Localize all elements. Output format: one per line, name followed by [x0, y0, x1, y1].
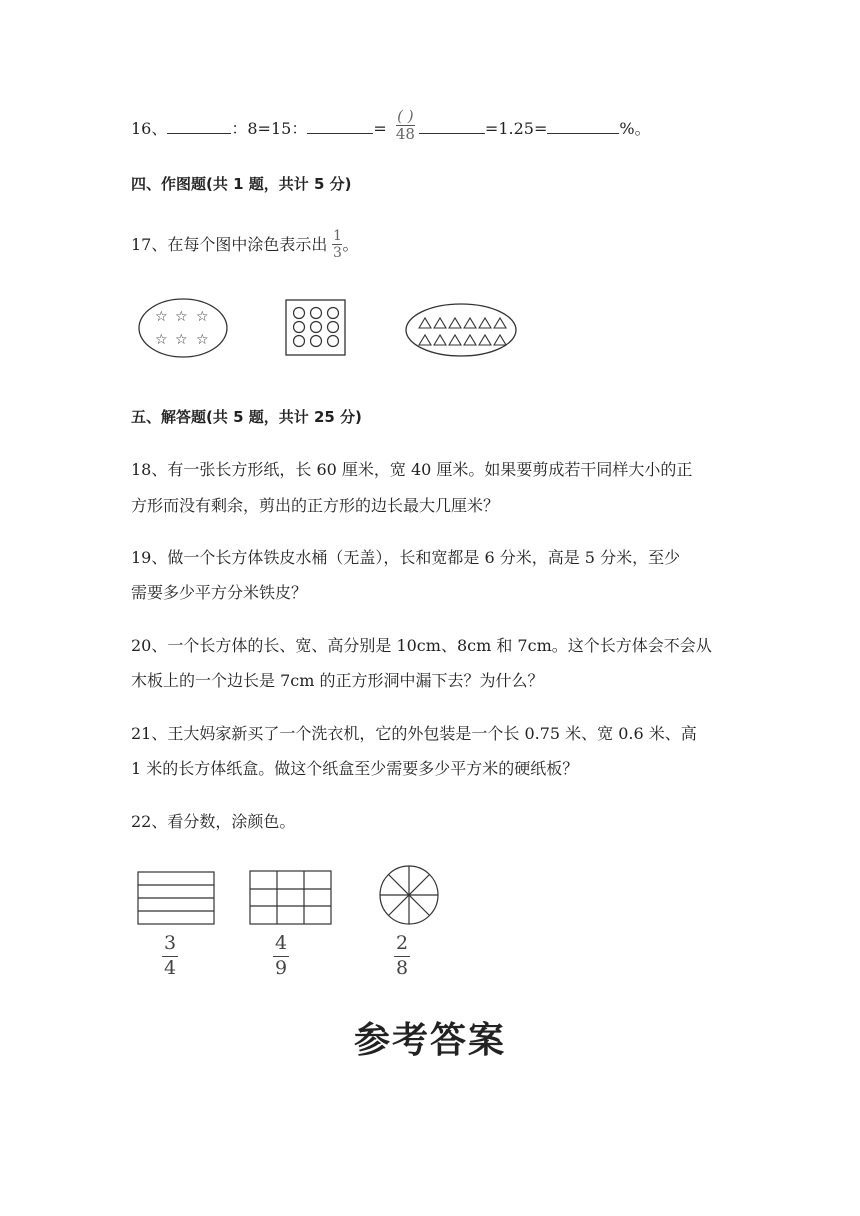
rectangle-four-parts [138, 872, 214, 924]
question-text: 。 [342, 235, 359, 254]
question-text: ：8=15： [231, 119, 308, 138]
question-text: 17、在每个图中涂色表示出 [131, 235, 328, 254]
fraction-label [394, 934, 410, 979]
question-21-line-2: 1 米的长方体纸盒。做这个纸盒至少需要多少平方米的硬纸板？ [131, 759, 579, 778]
question-22: 22、看分数，涂颜色。 [131, 812, 296, 831]
fraction-denominator: 4 [163, 956, 177, 979]
star-icon: ☆ [196, 332, 209, 348]
question-17 [131, 230, 358, 261]
circle-eight-parts [380, 866, 438, 924]
star-icon: ☆ [155, 332, 168, 348]
circle-icon [294, 308, 305, 319]
question-20-line-2: 木板上的一个边长是 7cm 的正方形洞中漏下去？为什么？ [131, 671, 544, 690]
star-icon: ☆ [196, 309, 209, 325]
fraction-numerator: 3 [163, 932, 177, 954]
answer-blank[interactable] [419, 119, 485, 134]
answer-title: 参考答案 [353, 1020, 506, 1061]
fraction-numerator: ( ) [397, 107, 414, 125]
fraction-label [273, 934, 289, 979]
question-text: %。 [619, 119, 651, 138]
fraction-denominator: 3 [333, 245, 342, 261]
question-18-line-2: 方形而没有剩余，剪出的正方形的边长最大几厘米？ [131, 496, 500, 515]
question-16 [131, 107, 651, 146]
answer-blank[interactable] [547, 119, 619, 134]
question-20-line-1: 20、一个长方体的长、宽、高分别是 10cm、8cm 和 7cm。这个长方体会不会从 [131, 636, 712, 655]
circle-icon [311, 322, 322, 333]
fraction-numerator: 2 [395, 932, 409, 954]
circle-icon [328, 322, 339, 333]
fraction [396, 109, 415, 142]
star-icon: ☆ [175, 332, 188, 348]
star-icon: ☆ [175, 309, 188, 325]
answer-blank[interactable] [167, 119, 231, 134]
triangle-icons [419, 318, 506, 345]
question-18-line-1: 18、有一张长方形纸，长 60 厘米，宽 40 厘米。如果要剪成若干同样大小的正 [131, 460, 693, 479]
question-number: 16、 [131, 119, 168, 138]
fraction-shapes-figure [130, 858, 450, 928]
fraction-denominator: 48 [395, 125, 415, 143]
fraction-numerator: 4 [274, 932, 288, 954]
fraction-denominator: 9 [274, 956, 288, 979]
section-heading: 五、解答题(共 5 题，共计 25 分) [131, 408, 362, 426]
circle-icon [294, 336, 305, 347]
fraction-numerator: 1 [333, 228, 342, 244]
star-icons [155, 309, 209, 348]
shapes-figure [130, 292, 530, 362]
circle-icon [328, 308, 339, 319]
circle-icons [294, 308, 339, 347]
fraction-label [162, 934, 178, 979]
question-text: =1.25= [484, 119, 548, 138]
rectangle-nine-parts [250, 871, 331, 924]
question-text: = [373, 119, 387, 138]
question-19-line-2: 需要多少平方分米铁皮？ [131, 583, 308, 602]
circle-icon [294, 322, 305, 333]
oval-outline [406, 304, 516, 356]
question-21-line-1: 21、王大妈家新买了一个洗衣机，它的外包装是一个长 0.75 米、宽 0.6 米、高 [131, 724, 697, 743]
answer-blank[interactable] [307, 119, 373, 134]
circle-icon [311, 308, 322, 319]
section-heading: 四、作图题(共 1 题，共计 5 分) [131, 175, 352, 193]
question-19-line-1: 19、做一个长方体铁皮水桶（无盖），长和宽都是 6 分米，高是 5 分米，至少 [131, 548, 681, 567]
circle-icon [328, 336, 339, 347]
fraction [332, 229, 342, 260]
fraction-denominator: 8 [395, 956, 409, 979]
oval-outline [139, 299, 227, 357]
star-icon: ☆ [155, 309, 168, 325]
circle-icon [311, 336, 322, 347]
